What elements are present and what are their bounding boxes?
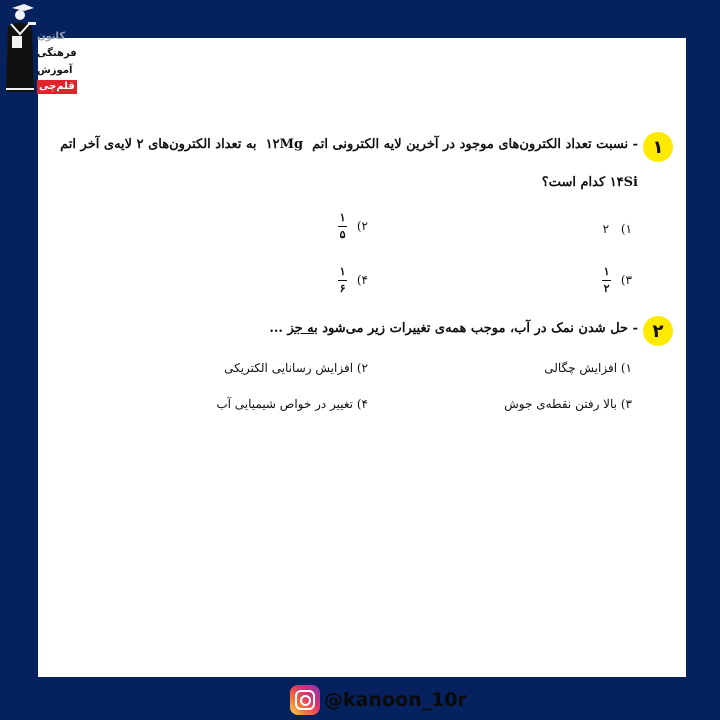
option-label: ۳) xyxy=(620,273,632,287)
numerator: ۱ xyxy=(339,265,346,278)
logo-line-3: آموزش xyxy=(37,65,73,76)
question-2-text-after: ... xyxy=(269,321,288,336)
question-1-number-badge xyxy=(643,132,673,162)
question-2-number: ۲ xyxy=(652,320,664,342)
fraction xyxy=(338,212,347,241)
question-1-text-line-1: - نسبت تعداد الکترون‌های موجود در آخرین لایه الکترونی اتم ‎ ۱۲Mg ‎ به تعداد الکترون‌های ۲ لایه‌ی آخر اتم xyxy=(60,137,638,152)
instagram-handle: @kanoon_10r xyxy=(324,689,467,711)
option-label: ۲) xyxy=(356,361,368,375)
question-1-option-1[interactable] xyxy=(603,222,632,236)
denominator: ۶ xyxy=(339,282,346,295)
option-value: تغییر در خواص شیمیایی آب xyxy=(216,397,354,411)
fraction xyxy=(338,266,347,295)
logo-line-1: کانون xyxy=(37,31,66,42)
instagram-footer[interactable] xyxy=(290,684,467,716)
numerator: ۱ xyxy=(339,211,346,224)
option-value: افزایش چگالی xyxy=(544,361,618,375)
denominator: ۵ xyxy=(339,228,346,241)
numerator: ۱ xyxy=(603,265,610,278)
question-1-text-line-2: ۱۴Si کدام است؟ xyxy=(541,175,638,190)
question-2-number-badge xyxy=(643,316,673,346)
fraction xyxy=(602,266,611,295)
question-2-option-1[interactable] xyxy=(544,361,632,375)
question-2-option-4[interactable] xyxy=(216,397,368,411)
question-2-option-3[interactable] xyxy=(504,397,632,411)
option-value: بالا رفتن نقطه‌ی جوش xyxy=(504,397,618,411)
instagram-icon xyxy=(290,685,320,715)
kanoon-logo xyxy=(0,0,77,100)
option-value: افزایش رسانایی الکتریکی xyxy=(224,361,354,375)
logo-line-4: قلم‌چی xyxy=(39,81,75,92)
graduate-figure-icon xyxy=(0,0,36,96)
question-2-text-before: - حل شدن نمک در آب، موجب همه‌ی تغییرات زیر می‌شود xyxy=(317,321,638,336)
option-label: ۲) xyxy=(356,219,368,233)
question-1-option-4[interactable] xyxy=(338,266,368,295)
worksheet-page xyxy=(38,38,686,677)
question-1-option-2[interactable] xyxy=(338,212,368,241)
denominator: ۲ xyxy=(603,282,610,295)
question-1-number: ۱ xyxy=(652,136,664,158)
logo-text xyxy=(37,28,77,94)
question-2-text-underlined: به جز xyxy=(287,321,318,336)
option-value: ۲ xyxy=(602,222,610,236)
option-label: ۳) xyxy=(620,397,632,411)
question-2-text xyxy=(269,321,638,336)
option-label: ۴) xyxy=(356,397,368,411)
logo-line-2: فرهنگی xyxy=(37,48,77,59)
question-1-option-3[interactable] xyxy=(602,266,632,295)
option-label: ۴) xyxy=(356,273,368,287)
option-label: ۱) xyxy=(620,222,632,236)
question-2-option-2[interactable] xyxy=(224,361,368,375)
option-label: ۱) xyxy=(620,361,632,375)
